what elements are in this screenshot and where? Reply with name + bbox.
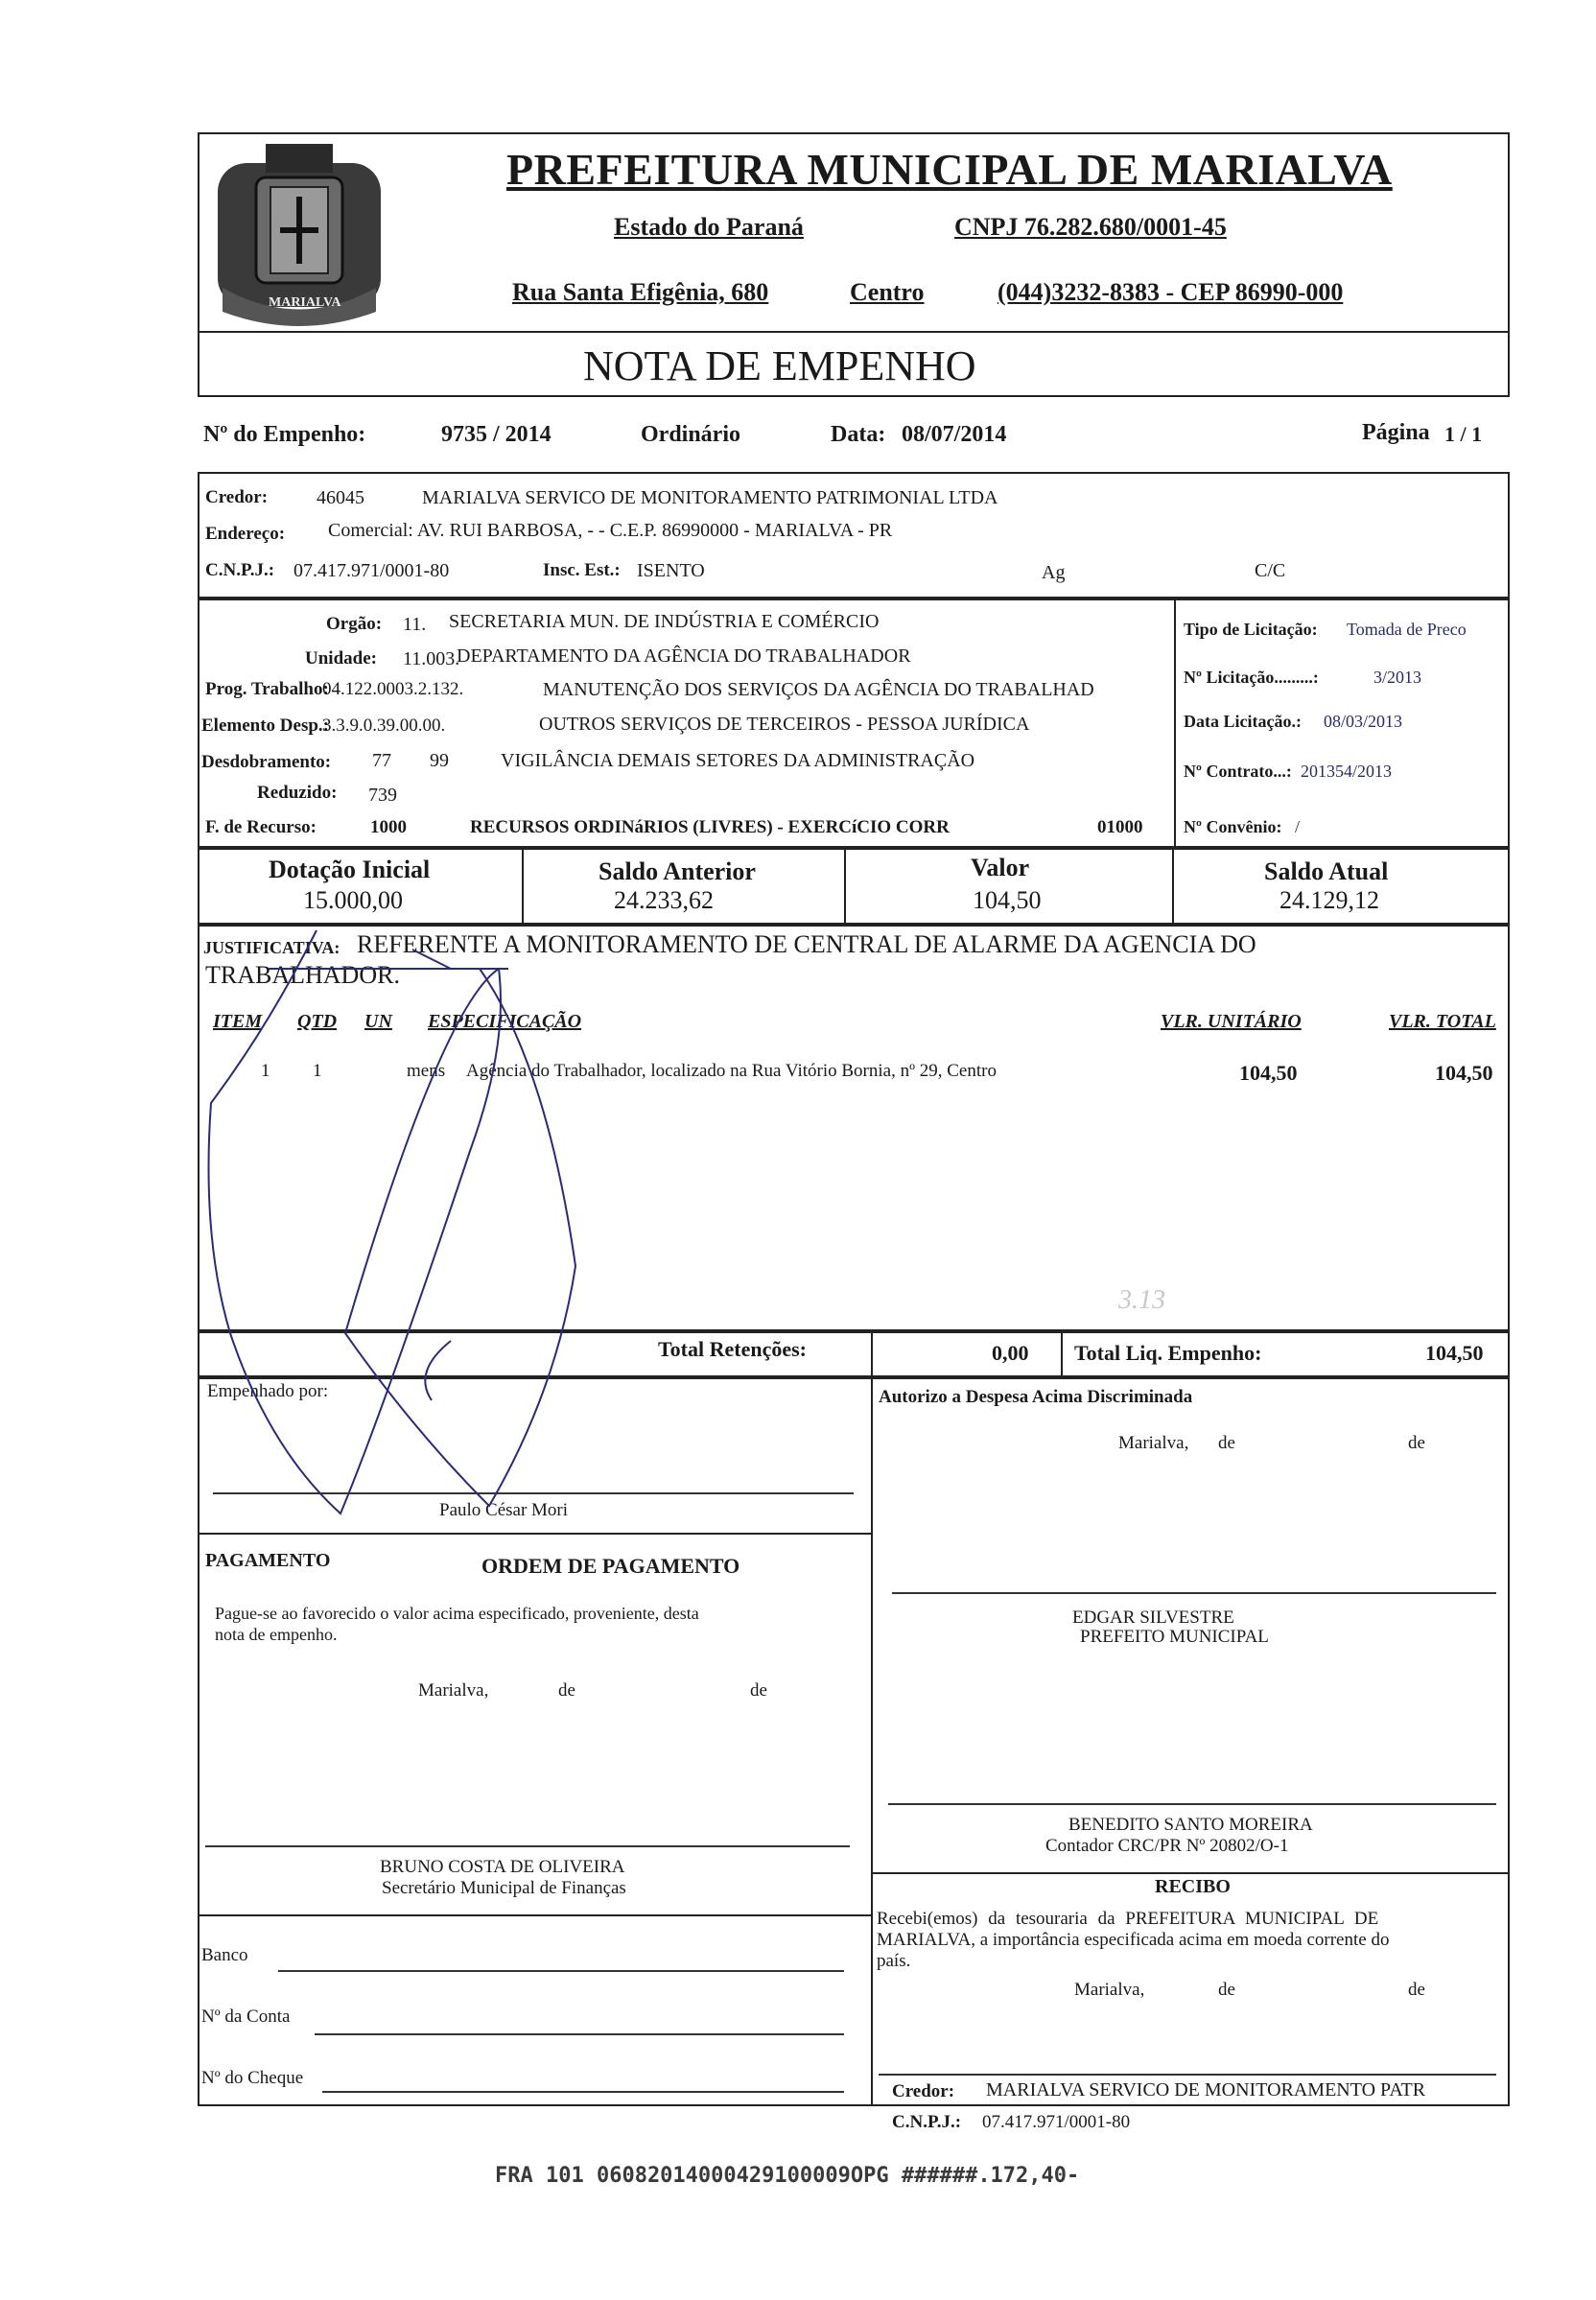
data-licitacao-label: Data Licitação.: bbox=[1184, 712, 1302, 731]
valor-label: Valor bbox=[971, 854, 1030, 881]
endereco-value: Comercial: AV. RUI BARBOSA, - - C.E.P. 86990000 - MARIALVA - PR bbox=[328, 520, 893, 541]
contador-name: BENEDITO SANTO MOREIRA bbox=[1068, 1815, 1313, 1835]
item-number: 1 bbox=[261, 1061, 270, 1081]
orgao-label: Orgão: bbox=[326, 614, 383, 634]
autorizo-de-1: de bbox=[1218, 1433, 1235, 1453]
document-title: NOTA DE EMPENHO bbox=[583, 342, 976, 389]
banco-label: Banco bbox=[201, 1945, 248, 1965]
recibo-top-line bbox=[871, 1872, 1510, 1874]
items-header-item: ITEM bbox=[213, 1011, 263, 1032]
insc-value: ISENTO bbox=[637, 560, 705, 581]
recibo-de-2: de bbox=[1408, 1980, 1425, 2000]
saldo-atual-value: 24.129,12 bbox=[1279, 886, 1379, 914]
item-total-value: 104,50 bbox=[1435, 1061, 1493, 1085]
seal-label: MARIALVA bbox=[269, 295, 341, 310]
prog-code: 04.122.0003.2.132. bbox=[322, 679, 464, 699]
item-un: mens bbox=[407, 1061, 446, 1081]
retencoes-value: 0,00 bbox=[992, 1341, 1029, 1365]
dotacao-value: 15.000,00 bbox=[303, 886, 403, 914]
dotacao-label: Dotação Inicial bbox=[269, 856, 431, 883]
saldo-anterior-value: 24.233,62 bbox=[614, 886, 714, 914]
cnpj-label: C.N.P.J.: bbox=[205, 560, 275, 580]
unidade-label: Unidade: bbox=[305, 648, 377, 669]
recibo-cnpj-value: 07.417.971/0001-80 bbox=[982, 2112, 1131, 2132]
contador-title: Contador CRC/PR Nº 20802/O-1 bbox=[1045, 1836, 1289, 1856]
empenhado-name: Paulo César Mori bbox=[439, 1500, 569, 1520]
endereco-label: Endereço: bbox=[205, 524, 286, 544]
data-licitacao-value: 08/03/2013 bbox=[1324, 712, 1403, 731]
prefeito-signature-line bbox=[892, 1592, 1496, 1594]
header-cnpj: CNPJ 76.282.680/0001-45 bbox=[954, 213, 1227, 241]
cheque-label: Nº do Cheque bbox=[201, 2068, 304, 2088]
handwritten-note: 3.13 bbox=[1118, 1285, 1165, 1315]
contrato-value: 201354/2013 bbox=[1301, 762, 1393, 781]
secretario-name: BRUNO COSTA DE OLIVEIRA bbox=[380, 1857, 625, 1877]
ordem-pagamento-label: ORDEM DE PAGAMENTO bbox=[481, 1554, 740, 1578]
liq-empenho-value: 104,50 bbox=[1425, 1341, 1484, 1365]
recibo-text-2: MARIALVA, a importância especificada acima em moeda corrente do bbox=[877, 1930, 1390, 1950]
pagamento-text-2: nota de empenho. bbox=[215, 1625, 338, 1644]
recibo-credor-label: Credor: bbox=[892, 2081, 955, 2101]
state-label: Estado do Paraná bbox=[614, 213, 804, 241]
reduzido-label: Reduzido: bbox=[257, 783, 338, 803]
fonte-number: 01000 bbox=[1097, 817, 1143, 837]
pagamento-de-2: de bbox=[750, 1680, 767, 1701]
secretario-bottom-line bbox=[198, 1914, 871, 1916]
unidade-code: 11.003. bbox=[403, 648, 460, 669]
desdobramento-code-2: 99 bbox=[430, 750, 449, 771]
totals-divider-2 bbox=[1061, 1331, 1063, 1377]
contador-signature-line bbox=[888, 1803, 1496, 1805]
autorizo-city: Marialva, bbox=[1118, 1433, 1189, 1453]
saldo-atual-label: Saldo Atual bbox=[1264, 857, 1389, 885]
tipo-licitacao-value: Tomada de Preco bbox=[1347, 620, 1467, 639]
convenio-value: / bbox=[1295, 817, 1301, 836]
recibo-credor-top-line bbox=[879, 2074, 1496, 2076]
desdobramento-label: Desdobramento: bbox=[201, 752, 332, 772]
prog-desc: MANUTENÇÃO DOS SERVIÇOS DA AGÊNCIA DO TRABALHAD bbox=[543, 679, 1094, 700]
num-licitacao-value: 3/2013 bbox=[1373, 668, 1422, 687]
balance-divider-2 bbox=[844, 848, 846, 925]
credor-code: 46045 bbox=[317, 487, 364, 508]
empenho-type: Ordinário bbox=[641, 422, 741, 447]
recibo-text-1: Recebi(emos) da tesouraria da PREFEITURA MUNICIPAL DE bbox=[877, 1909, 1379, 1929]
fonte-label: F. de Recurso: bbox=[205, 817, 317, 837]
items-header-un: UN bbox=[364, 1011, 392, 1032]
recibo-de-1: de bbox=[1218, 1980, 1235, 2000]
header-district: Centro bbox=[850, 278, 925, 306]
item-unit-value: 104,50 bbox=[1239, 1061, 1298, 1085]
autorizo-de-2: de bbox=[1408, 1433, 1425, 1453]
signatures-divider bbox=[871, 1377, 873, 2106]
page-number: 1 / 1 bbox=[1444, 422, 1483, 446]
saldo-anterior-label: Saldo Anterior bbox=[598, 857, 756, 885]
items-header-unit-value: VLR. UNITÁRIO bbox=[1161, 1011, 1302, 1032]
totals-divider-1 bbox=[871, 1331, 873, 1377]
empenho-date-label: Data: bbox=[831, 422, 886, 447]
recibo-city: Marialva, bbox=[1074, 1980, 1145, 2000]
cc-label: C/C bbox=[1255, 560, 1286, 581]
items-header-spec: ESPECIFICAÇÃO bbox=[428, 1011, 582, 1032]
budget-divider bbox=[1174, 598, 1176, 848]
elemento-label: Elemento Desp.: bbox=[201, 716, 329, 736]
empenho-number: 9735 / 2014 bbox=[441, 422, 552, 447]
item-qtd: 1 bbox=[313, 1061, 322, 1081]
liq-empenho-label: Total Liq. Empenho: bbox=[1074, 1341, 1262, 1365]
orgao-desc: SECRETARIA MUN. DE INDÚSTRIA E COMÉRCIO bbox=[449, 611, 880, 632]
justificativa-line-2: TRABALHADOR. bbox=[205, 961, 400, 989]
fonte-desc: RECURSOS ORDINáRIOS (LIVRES) - EXERCíCIO CORR bbox=[470, 817, 950, 837]
desdobramento-desc: VIGILÂNCIA DEMAIS SETORES DA ADMINISTRAÇÃO bbox=[501, 750, 975, 771]
header-phone-cep: (044)3232-8383 - CEP 86990-000 bbox=[998, 278, 1344, 306]
footer-stamp: FRA 101 06082014000429100009OPG ######.172,40- bbox=[495, 2164, 1080, 2188]
autorizo-label: Autorizo a Despesa Acima Discriminada bbox=[879, 1387, 1193, 1407]
desdobramento-code-1: 77 bbox=[372, 750, 391, 771]
items-header-total-value: VLR. TOTAL bbox=[1389, 1011, 1496, 1032]
retencoes-label: Total Retenções: bbox=[658, 1337, 807, 1361]
insc-label: Insc. Est.: bbox=[543, 560, 621, 580]
tipo-licitacao-label: Tipo de Licitação: bbox=[1184, 620, 1318, 639]
pagamento-de-1: de bbox=[558, 1680, 575, 1701]
elemento-code: 3.3.9.0.39.00.00. bbox=[322, 716, 446, 736]
unidade-desc: DEPARTAMENTO DA AGÊNCIA DO TRABALHADOR bbox=[457, 645, 911, 667]
convenio-label: Nº Convênio: bbox=[1184, 817, 1282, 836]
page-label: Página bbox=[1362, 420, 1430, 445]
justificativa-line-1: REFERENTE A MONITORAMENTO DE CENTRAL DE ALARME DA AGENCIA DO bbox=[357, 930, 1256, 958]
conta-line bbox=[315, 2033, 844, 2035]
prefeito-name: EDGAR SILVESTRE bbox=[1072, 1608, 1234, 1628]
items-header-qtd: QTD bbox=[297, 1011, 338, 1032]
elemento-desc: OUTROS SERVIÇOS DE TERCEIROS - PESSOA JURÍDICA bbox=[539, 714, 1030, 735]
prefeito-title: PREFEITO MUNICIPAL bbox=[1080, 1627, 1269, 1647]
fonte-code: 1000 bbox=[370, 817, 407, 837]
recibo-cnpj-label: C.N.P.J.: bbox=[892, 2112, 962, 2132]
ag-label: Ag bbox=[1042, 562, 1066, 583]
pagamento-label: PAGAMENTO bbox=[205, 1550, 331, 1571]
valor-value: 104,50 bbox=[973, 886, 1042, 914]
municipal-seal bbox=[213, 144, 386, 336]
cheque-line bbox=[322, 2091, 844, 2093]
municipality-title: PREFEITURA MUNICIPAL DE MARIALVA bbox=[506, 145, 1393, 194]
secretario-title: Secretário Municipal de Finanças bbox=[382, 1878, 626, 1898]
recibo-credor-value: MARIALVA SERVICO DE MONITORAMENTO PATR bbox=[986, 2079, 1426, 2101]
empenhado-label: Empenhado por: bbox=[207, 1381, 329, 1401]
pagamento-city: Marialva, bbox=[418, 1680, 489, 1701]
header-address: Rua Santa Efigênia, 680 bbox=[512, 278, 769, 306]
banco-line bbox=[278, 1970, 844, 1972]
orgao-code: 11. bbox=[403, 614, 427, 635]
header-divider bbox=[198, 331, 1510, 333]
credor-name: MARIALVA SERVICO DE MONITORAMENTO PATRIMONIAL LTDA bbox=[422, 487, 998, 508]
cnpj-value: 07.417.971/0001-80 bbox=[293, 560, 450, 581]
justificativa-label: JUSTIFICATIVA: bbox=[203, 938, 340, 957]
prog-label: Prog. Trabalho: bbox=[205, 679, 329, 699]
handwritten-signature bbox=[192, 911, 652, 1535]
empenho-date: 08/07/2014 bbox=[902, 422, 1007, 447]
pagamento-text-1: Pague-se ao favorecido o valor acima especificado, proveniente, desta bbox=[215, 1604, 699, 1623]
secretario-signature-line bbox=[205, 1845, 850, 1847]
empenho-number-label: Nº do Empenho: bbox=[203, 422, 366, 447]
reduzido-code: 739 bbox=[368, 785, 397, 806]
conta-label: Nº da Conta bbox=[201, 2007, 291, 2027]
recibo-text-3: país. bbox=[877, 1951, 911, 1971]
num-licitacao-label: Nº Licitação.........: bbox=[1184, 668, 1319, 687]
credor-label: Credor: bbox=[205, 487, 269, 507]
item-spec: Agência do Trabalhador, localizado na Rua Vitório Bornia, nº 29, Centro bbox=[466, 1061, 997, 1081]
balance-divider-3 bbox=[1172, 848, 1174, 925]
recibo-title: RECIBO bbox=[1155, 1876, 1231, 1897]
contrato-label: Nº Contrato...: bbox=[1184, 762, 1292, 781]
